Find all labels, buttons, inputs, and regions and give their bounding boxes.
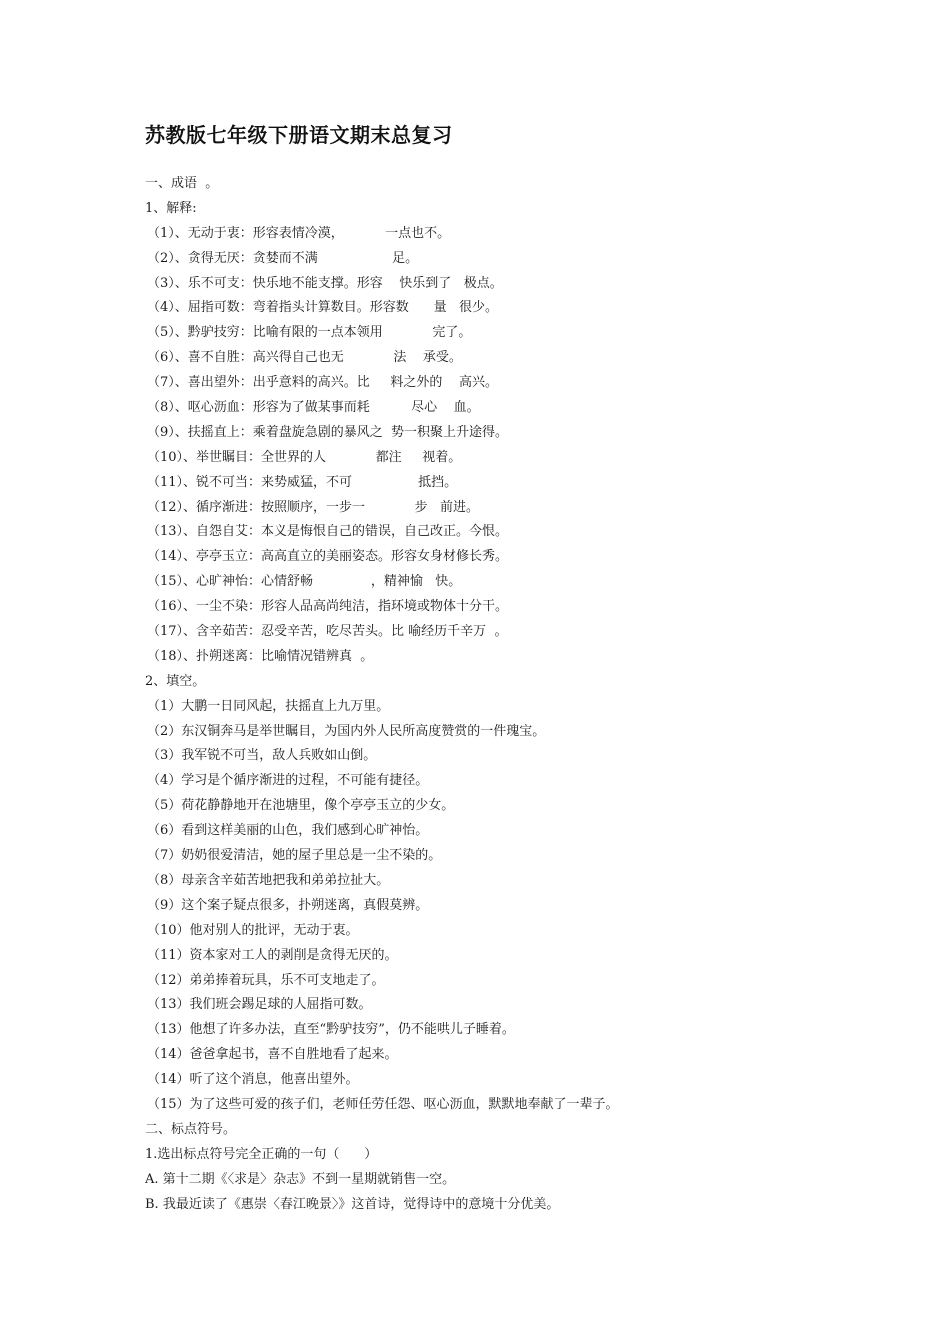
list-item: （5）、黔驴技穷：比喻有限的一点本领用 完了。 [147,325,472,341]
list-item: （7）、喜出望外：出乎意料的高兴。比 料之外的 高兴。 [147,375,498,391]
list-item: （4）、屈指可数：弯着指头计算数目。形容数 量 很少。 [147,300,498,316]
list-item: （8）、呕心沥血：形容为了做某事而耗 尽心 血。 [147,400,480,416]
list-item: （10）、举世瞩目：全世界的人 都注 视着。 [147,449,462,465]
list-item: （2）、贪得无厌：贪婪而不满 足。 [147,250,419,266]
list-item: （3）我军锐不可当，敌人兵败如山倒。 [147,748,377,764]
section-heading: 1、解释: [145,200,197,216]
list-item: （9）这个案子疑点很多，扑朔迷离，真假莫辨。 [147,897,429,913]
list-item: （11）资本家对工人的剥削是贪得无厌的。 [147,947,398,963]
list-item: （15）、心旷神怡：心情舒畅 ，精神愉 快。 [147,574,462,590]
list-item: （14）、亭亭玉立：高高直立的美丽姿态。形容女身材修长秀。 [147,549,509,565]
section-heading: 2、填空。 [145,673,206,689]
list-item: （13）他想了许多办法，直至“黔驴技穷”，仍不能哄儿子睡着。 [147,1022,515,1038]
list-item: （13）我们班会踢足球的人屈指可数。 [147,997,372,1013]
list-item: （17）、含辛茹苦：忍受辛苦，吃尽苦头。比 喻经历千辛万 。 [147,624,508,640]
list-item: （1）大鹏一日同风起，扶摇直上九万里。 [147,698,390,714]
list-item: （6）看到这样美丽的山色，我们感到心旷神怡。 [147,823,429,839]
list-item: （11）、锐不可当：来势威猛，不可 抵挡。 [147,474,458,490]
list-item: （15）为了这些可爱的孩子们，老师任劳任怨、呕心沥血，默默地奉献了一辈子。 [147,1096,619,1112]
section-heading: 一、成语 。 [145,176,219,191]
list-item: （7）奶奶很爱清洁，她的屋子里总是一尘不染的。 [147,848,442,864]
list-item: （6）、喜不自胜：高兴得自己也无 法 承受。 [147,350,462,366]
section-heading: 二、标点符号。 [145,1121,237,1137]
list-item: （14）爸爸拿起书，喜不自胜地看了起来。 [147,1047,398,1063]
list-item: （13）、自怨自艾：本义是悔恨自己的错误，自己改正。今恨。 [147,524,509,540]
section-heading: 1.选出标点符号完全正确的一句（ ） [145,1146,378,1162]
list-item: （18）、扑朔迷离：比喻情况错辨真 。 [147,648,374,664]
list-item: （4）学习是个循序渐进的过程，不可能有捷径。 [147,773,429,789]
list-item: （2）东汉铜奔马是举世瞩目，为国内外人民所高度赞赏的一件瑰宝。 [147,723,546,739]
list-item: （5）荷花静静地开在池塘里，像个亭亭玉立的少女。 [147,798,455,814]
section-heading: B. 我最近读了《惠崇〈春江晚景〉》这首诗，觉得诗中的意境十分优美。 [145,1196,560,1212]
list-item: （3）、乐不可支：快乐地不能支撑。形容 快乐到了 极点。 [147,275,503,291]
document-title: 苏教版七年级下册语文期末总复习 [145,123,453,147]
list-item: （9）、扶摇直上：乘着盘旋急剧的暴风之 势一积聚上升途得。 [147,424,509,440]
list-item: （14）听了这个消息，他喜出望外。 [147,1072,359,1088]
list-item: （12）、循序渐进：按照顺序，一步一 步 前进。 [147,499,480,515]
section-heading: A. 第十二期《〈求是〉杂志》不到一星期就销售一空。 [145,1171,456,1187]
document-body [145,172,865,1217]
list-item: （10）他对别人的批评，无动于衷。 [147,922,359,938]
list-item: （8）母亲含辛茹苦地把我和弟弟拉扯大。 [147,872,390,888]
list-item: （16）、一尘不染：形容人品高尚纯洁，指环境或物体十分干。 [147,599,509,615]
list-item: （1）、无动于衷：形容表情冷漠， 一点也不。 [147,225,451,241]
list-item: （12）弟弟捧着玩具，乐不可支地走了。 [147,972,385,988]
